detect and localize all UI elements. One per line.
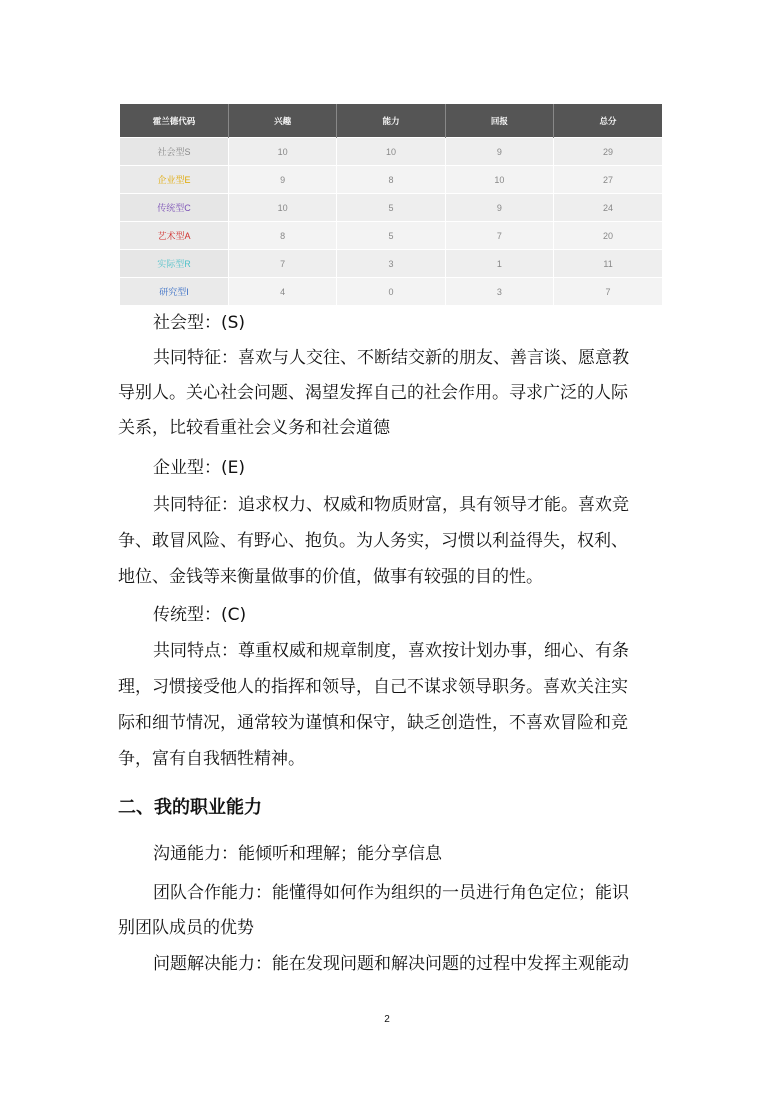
conventional-line-2: 理，习惯接受他人的指挥和领导，自己不谋求领导职务。喜欢关注实	[118, 677, 628, 697]
cell-value: 7	[228, 250, 336, 278]
ability-problem-line-1: 问题解决能力：能在发现问题和解决问题的过程中发挥主观能动	[153, 954, 629, 974]
enterprise-line-2: 争、敢冒风险、有野心、抱负。为人务实，习惯以利益得失，权利、	[118, 531, 628, 551]
cell-value: 5	[337, 194, 445, 222]
cell-value: 11	[554, 250, 662, 278]
holland-code-table	[120, 104, 662, 305]
cell-type: 研究型I	[120, 278, 228, 306]
table-body	[120, 138, 662, 306]
cell-value: 9	[445, 194, 553, 222]
cell-value: 10	[337, 138, 445, 166]
cell-value: 1	[445, 250, 553, 278]
cell-value: 10	[228, 138, 336, 166]
enterprise-line-1: 共同特征：追求权力、权威和物质财富，具有领导才能。喜欢竞	[153, 495, 629, 515]
header-reward: 回报	[445, 104, 553, 138]
cell-value: 27	[554, 166, 662, 194]
header-total: 总分	[554, 104, 662, 138]
cell-type: 传统型C	[120, 194, 228, 222]
cell-value: 5	[337, 222, 445, 250]
conventional-title: 传统型：(C)	[153, 605, 247, 625]
table-row	[120, 278, 662, 306]
cell-type: 社会型S	[120, 138, 228, 166]
enterprise-title: 企业型：(E)	[153, 458, 246, 478]
section-heading: 二、我的职业能力	[118, 797, 262, 818]
conventional-line-3: 际和细节情况，通常较为谨慎和保守，缺乏创造性，不喜欢冒险和竞	[118, 713, 628, 733]
conventional-line-1: 共同特点：尊重权威和规章制度，喜欢按计划办事，细心、有条	[153, 641, 629, 661]
ability-communication: 沟通能力：能倾听和理解；能分享信息	[153, 844, 442, 864]
enterprise-line-3: 地位、金钱等来衡量做事的价值，做事有较强的目的性。	[118, 567, 543, 587]
table-row	[120, 138, 662, 166]
social-line-3: 关系，比较看重社会义务和社会道德	[118, 418, 390, 438]
cell-type: 企业型E	[120, 166, 228, 194]
cell-value: 7	[554, 278, 662, 306]
cell-type: 实际型R	[120, 250, 228, 278]
cell-value: 3	[445, 278, 553, 306]
social-line-2: 导别人。关心社会问题、渴望发挥自己的社会作用。寻求广泛的人际	[118, 383, 628, 403]
header-ability: 能力	[337, 104, 445, 138]
cell-value: 9	[228, 166, 336, 194]
table-row	[120, 194, 662, 222]
social-title: 社会型：(S)	[153, 313, 246, 333]
cell-value: 7	[445, 222, 553, 250]
header-code: 霍兰德代码	[120, 104, 228, 138]
cell-value: 20	[554, 222, 662, 250]
cell-value: 3	[337, 250, 445, 278]
cell-value: 24	[554, 194, 662, 222]
cell-value: 9	[445, 138, 553, 166]
conventional-line-4: 争，富有自我牺牲精神。	[118, 749, 305, 769]
table-header-row	[120, 104, 662, 138]
social-line-1: 共同特征：喜欢与人交往、不断结交新的朋友、善言谈、愿意教	[153, 348, 629, 368]
cell-value: 8	[337, 166, 445, 194]
header-interest: 兴趣	[228, 104, 336, 138]
table-row	[120, 222, 662, 250]
cell-value: 10	[445, 166, 553, 194]
cell-type: 艺术型A	[120, 222, 228, 250]
page-number: 2	[384, 1014, 390, 1025]
table-row	[120, 166, 662, 194]
cell-value: 8	[228, 222, 336, 250]
table-row	[120, 250, 662, 278]
ability-team-line-1: 团队合作能力：能懂得如何作为组织的一员进行角色定位；能识	[153, 883, 629, 903]
cell-value: 10	[228, 194, 336, 222]
cell-value: 4	[228, 278, 336, 306]
cell-value: 29	[554, 138, 662, 166]
ability-team-line-2: 别团队成员的优势	[118, 918, 254, 938]
cell-value: 0	[337, 278, 445, 306]
